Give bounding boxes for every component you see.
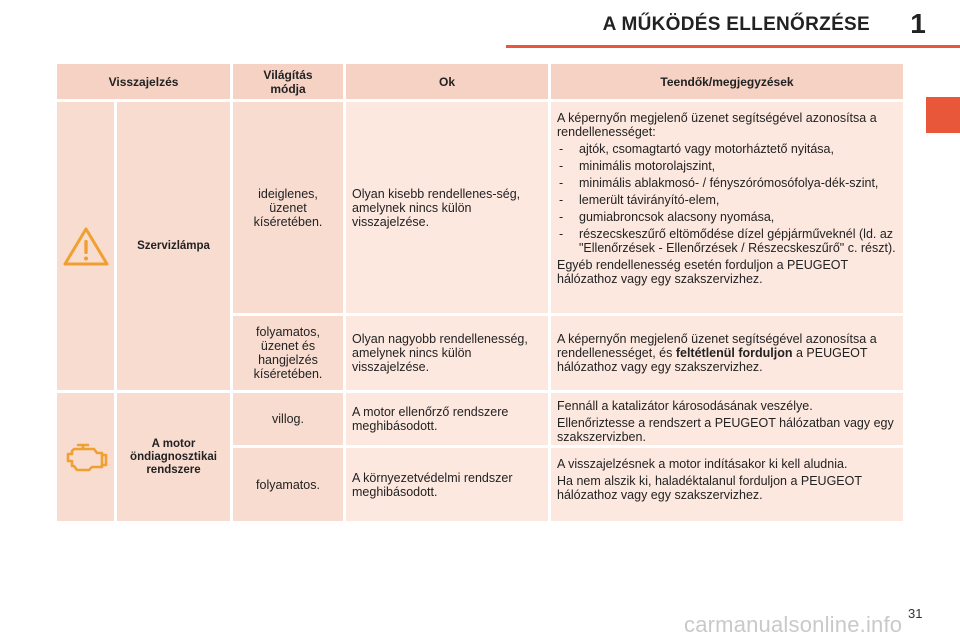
engine-row1-notes [551, 393, 903, 445]
engine-icon-cell [57, 393, 114, 521]
chapter-number: 1 [910, 8, 926, 39]
service-row1-list [557, 142, 897, 255]
list-item: - lemerült távirányító-elem, [557, 193, 897, 207]
service-row1-intro: A képernyőn megjelenő üzenet segítségével azonosítsa a rendellenességet: [557, 111, 877, 139]
engine-row2-note1: A visszajelzésnek a motor indításakor ki kell aludnia. [557, 457, 848, 471]
service-row1-notes [551, 102, 903, 313]
service-row2-cause: Olyan nagyobb rendellenesség, amelynek nincs külön visszajelzése. [346, 316, 548, 390]
service-row1-lighting: ideiglenes, üzenet kíséretében. [233, 102, 343, 313]
emphasis-text: feltétlenül forduljon [675, 346, 793, 360]
list-item: - gumiabroncsok alacsony nyomása, [557, 210, 897, 224]
engine-row1-note2: Ellenőriztesse a rendszert a PEUGEOT hálózatban vagy egy szakszervizben. [557, 416, 894, 444]
list-item: - minimális ablakmosó- / fényszórómosófolya-dék-szint, [557, 176, 897, 190]
column-header-indicator: Visszajelzés [57, 64, 230, 99]
service-row1-cause: Olyan kisebb rendellenes-ség, amelynek nincs külön visszajelzése. [346, 102, 548, 313]
engine-row2-notes [551, 448, 903, 521]
column-header-notes: Teendők/megjegyzések [551, 64, 903, 99]
chapter-tab [926, 97, 960, 133]
service-row2-lighting: folyamatos, üzenet és hangjelzés kíséretében. [233, 316, 343, 390]
column-header-lighting: Világítás módja [233, 64, 343, 99]
list-item: - részecskeszűrő eltömődése dízel gépjárműveknél (ld. az "Ellenőrzések - Ellenőrzések / Részecskeszűrő" c. részt). [557, 227, 897, 255]
column-header-cause: Ok [346, 64, 548, 99]
engine-row1-note1: Fennáll a katalizátor károsodásának veszélye. [557, 399, 813, 413]
service-row2-note: A képernyőn megjelenő üzenet segítségével azonosítsa a rendellenességet, és feltétlenül forduljon a PEUGEOT hálózathoz vagy egy szakszervizhez. [557, 332, 877, 374]
title-rule [506, 45, 960, 48]
engine-row2-lighting: folyamatos. [233, 448, 343, 521]
page-number: 31 [908, 606, 923, 621]
engine-row1-cause: A motor ellenőrző rendszere meghibásodott. [346, 393, 548, 445]
service-lamp-icon-cell [57, 102, 114, 390]
list-item: - minimális motorolajszint, [557, 159, 897, 173]
watermark: carmanualsonline.info [684, 612, 903, 637]
engine-icon [64, 441, 108, 473]
service-row2-notes [551, 316, 903, 390]
list-item: - ajtók, csomagtartó vagy motorháztető nyitása, [557, 142, 897, 156]
engine-row2-cause: A környezetvédelmi rendszer meghibásodott. [346, 448, 548, 521]
page-title: A MŰKÖDÉS ELLENŐRZÉSE [602, 14, 870, 35]
engine-row2-note2: Ha nem alszik ki, haladéktalanul forduljon a PEUGEOT hálózathoz vagy egy szakszervizhez. [557, 474, 862, 502]
engine-diagnostic-name: A motor öndiagnosztikai rendszere [117, 393, 230, 521]
engine-row1-lighting: villog. [233, 393, 343, 445]
service-row1-outro: Egyéb rendellenesség esetén forduljon a PEUGEOT hálózathoz vagy egy szakszervizhez. [557, 258, 848, 286]
service-lamp-name: Szervizlámpa [117, 102, 230, 390]
warning-triangle-icon [63, 226, 109, 266]
